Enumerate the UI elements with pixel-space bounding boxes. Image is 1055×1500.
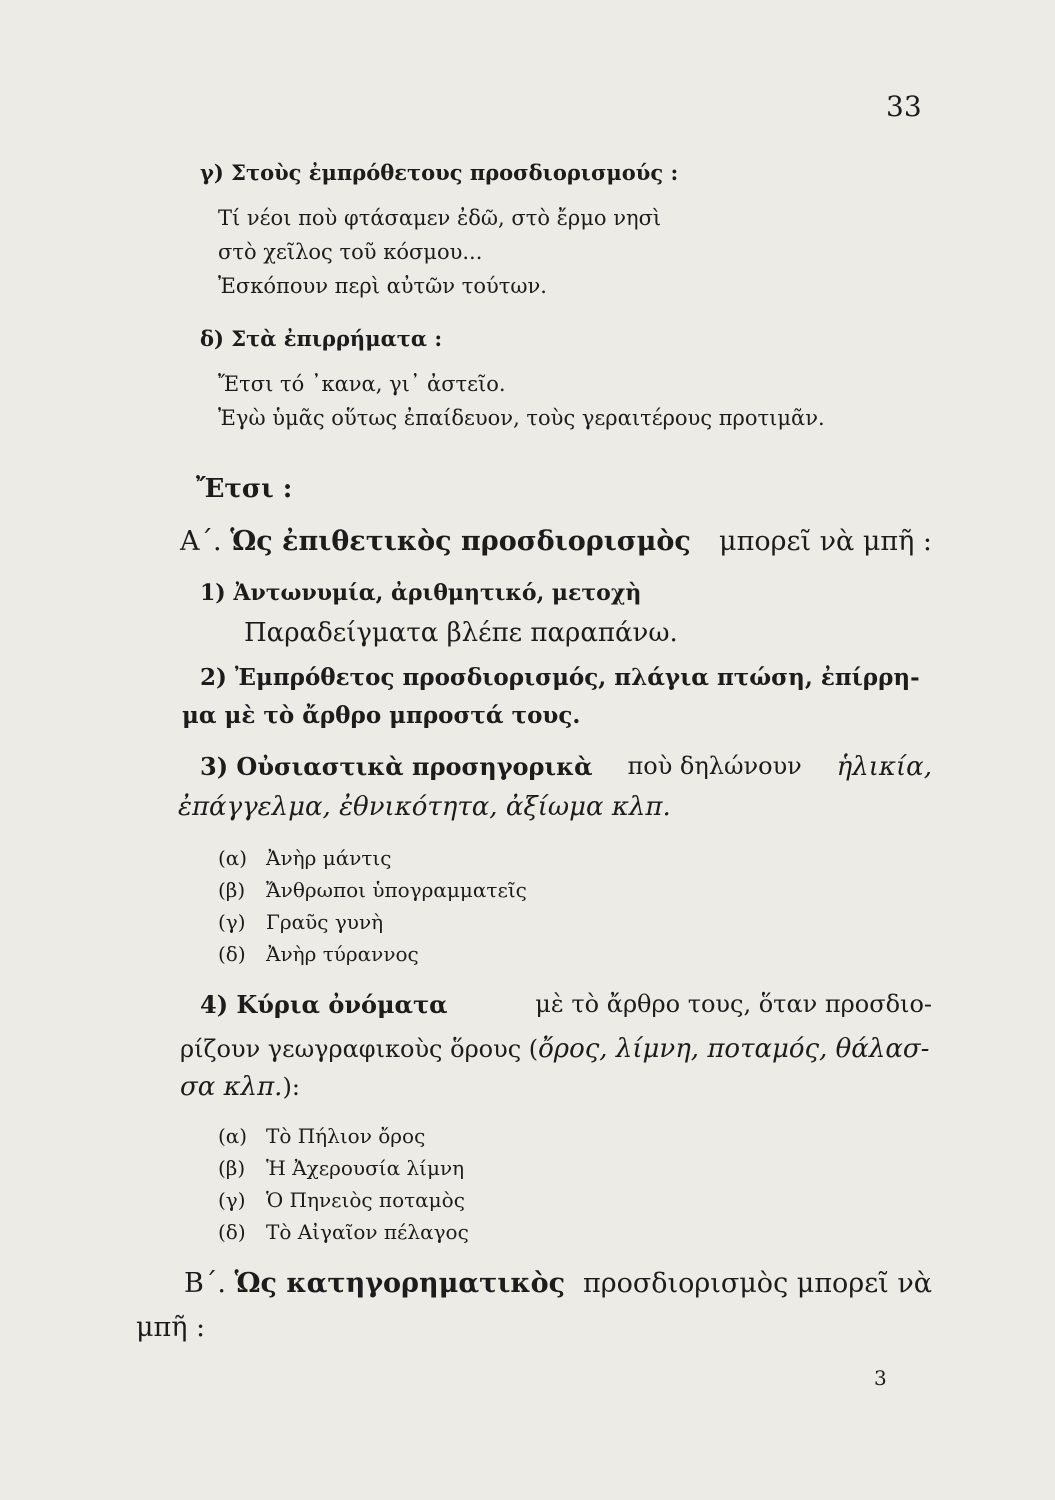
a-item-4-line-3: σα κλπ.): (180, 1072, 300, 1102)
section-g-heading: γ) Στοὺς ἐμπρόθετους προσδιορισμούς : (200, 160, 679, 185)
page-number: 33 (886, 90, 922, 123)
example-item: (α) Τὸ Πήλιον ὄρος (218, 1124, 426, 1148)
section-b-heading: Β΄. Ὡς κατηγορηματικὸς προσδιορισμὸς μπορεῖ νὰ (184, 1268, 932, 1299)
a-item-2-line-1: 2) Ἐμπρόθετος προσδιορισμός, πλάγια πτώση, ἐπίρρη- (200, 664, 920, 691)
quote-line: στὸ χεῖλος τοῦ κόσμου... (218, 240, 483, 264)
example-item: (γ) Γραῦς γυνὴ (218, 910, 384, 934)
example-item: (δ) Τὸ Αἰγαῖον πέλαγος (218, 1220, 469, 1244)
quote-line: Ἐσκόπουν περὶ αὐτῶν τούτων. (218, 274, 547, 298)
a-item-4-line-1: 4) Κύρια ὀνόματα μὲ τὸ ἄρθρο τους, ὅταν προσδιο- (200, 990, 932, 1019)
quote-line: Τί νέοι ποὺ φτάσαμεν ἐδῶ, στὸ ἔρμο νησὶ (218, 206, 662, 230)
example-item: (γ) Ὁ Πηνειὸς ποταμὸς (218, 1188, 465, 1212)
section-b-line-2: μπῆ : (136, 1312, 206, 1343)
example-item: (β) Ἡ Ἀχερουσία λίμνη (218, 1156, 465, 1180)
a-item-4-line-2: ρίζουν γεωγραφικοὺς ὅρους (ὄρος, λίμνη, ποταμός, θάλασ- (180, 1034, 930, 1064)
etsi-heading: Ἔτσι : (196, 474, 293, 504)
a-item-1: 1) Ἀντωνυμία, ἀριθμητικό, μετοχὴ (200, 580, 642, 606)
a-item-3-line-1: 3) Οὐσιαστικὰ προσηγορικὰ ποὺ δηλώνουν ἡλικία, (200, 752, 932, 782)
section-a-heading: Α΄. Ὡς ἐπιθετικὸς προσδιορισμὸς μπορεῖ νὰ μπῆ : (180, 526, 932, 557)
example-item: (α) Ἀνὴρ μάντις (218, 846, 392, 870)
a-item-3-line-2: ἐπάγγελμα, ἐθνικότητα, ἀξίωμα κλπ. (178, 792, 671, 822)
section-d-heading: δ) Στὰ ἐπιρρήματα : (200, 326, 443, 351)
example-item: (β) Ἄνθρωποι ὑπογραμματεῖς (218, 878, 527, 902)
example-item: (δ) Ἀνὴρ τύραννος (218, 942, 419, 966)
a-item-1-note: Παραδείγματα βλέπε παραπάνω. (244, 618, 678, 648)
quote-line: Ἔτσι τό ᾽κανα, γι᾽ ἀστεῖο. (218, 372, 506, 396)
quote-line: Ἐγὼ ὑμᾶς οὕτως ἐπαίδευον, τοὺς γεραιτέρους προτιμᾶν. (218, 406, 825, 430)
signature-mark: 3 (874, 1366, 887, 1390)
a-item-2-line-2: μα μὲ τὸ ἄρθρο μπροστά τους. (182, 702, 581, 729)
